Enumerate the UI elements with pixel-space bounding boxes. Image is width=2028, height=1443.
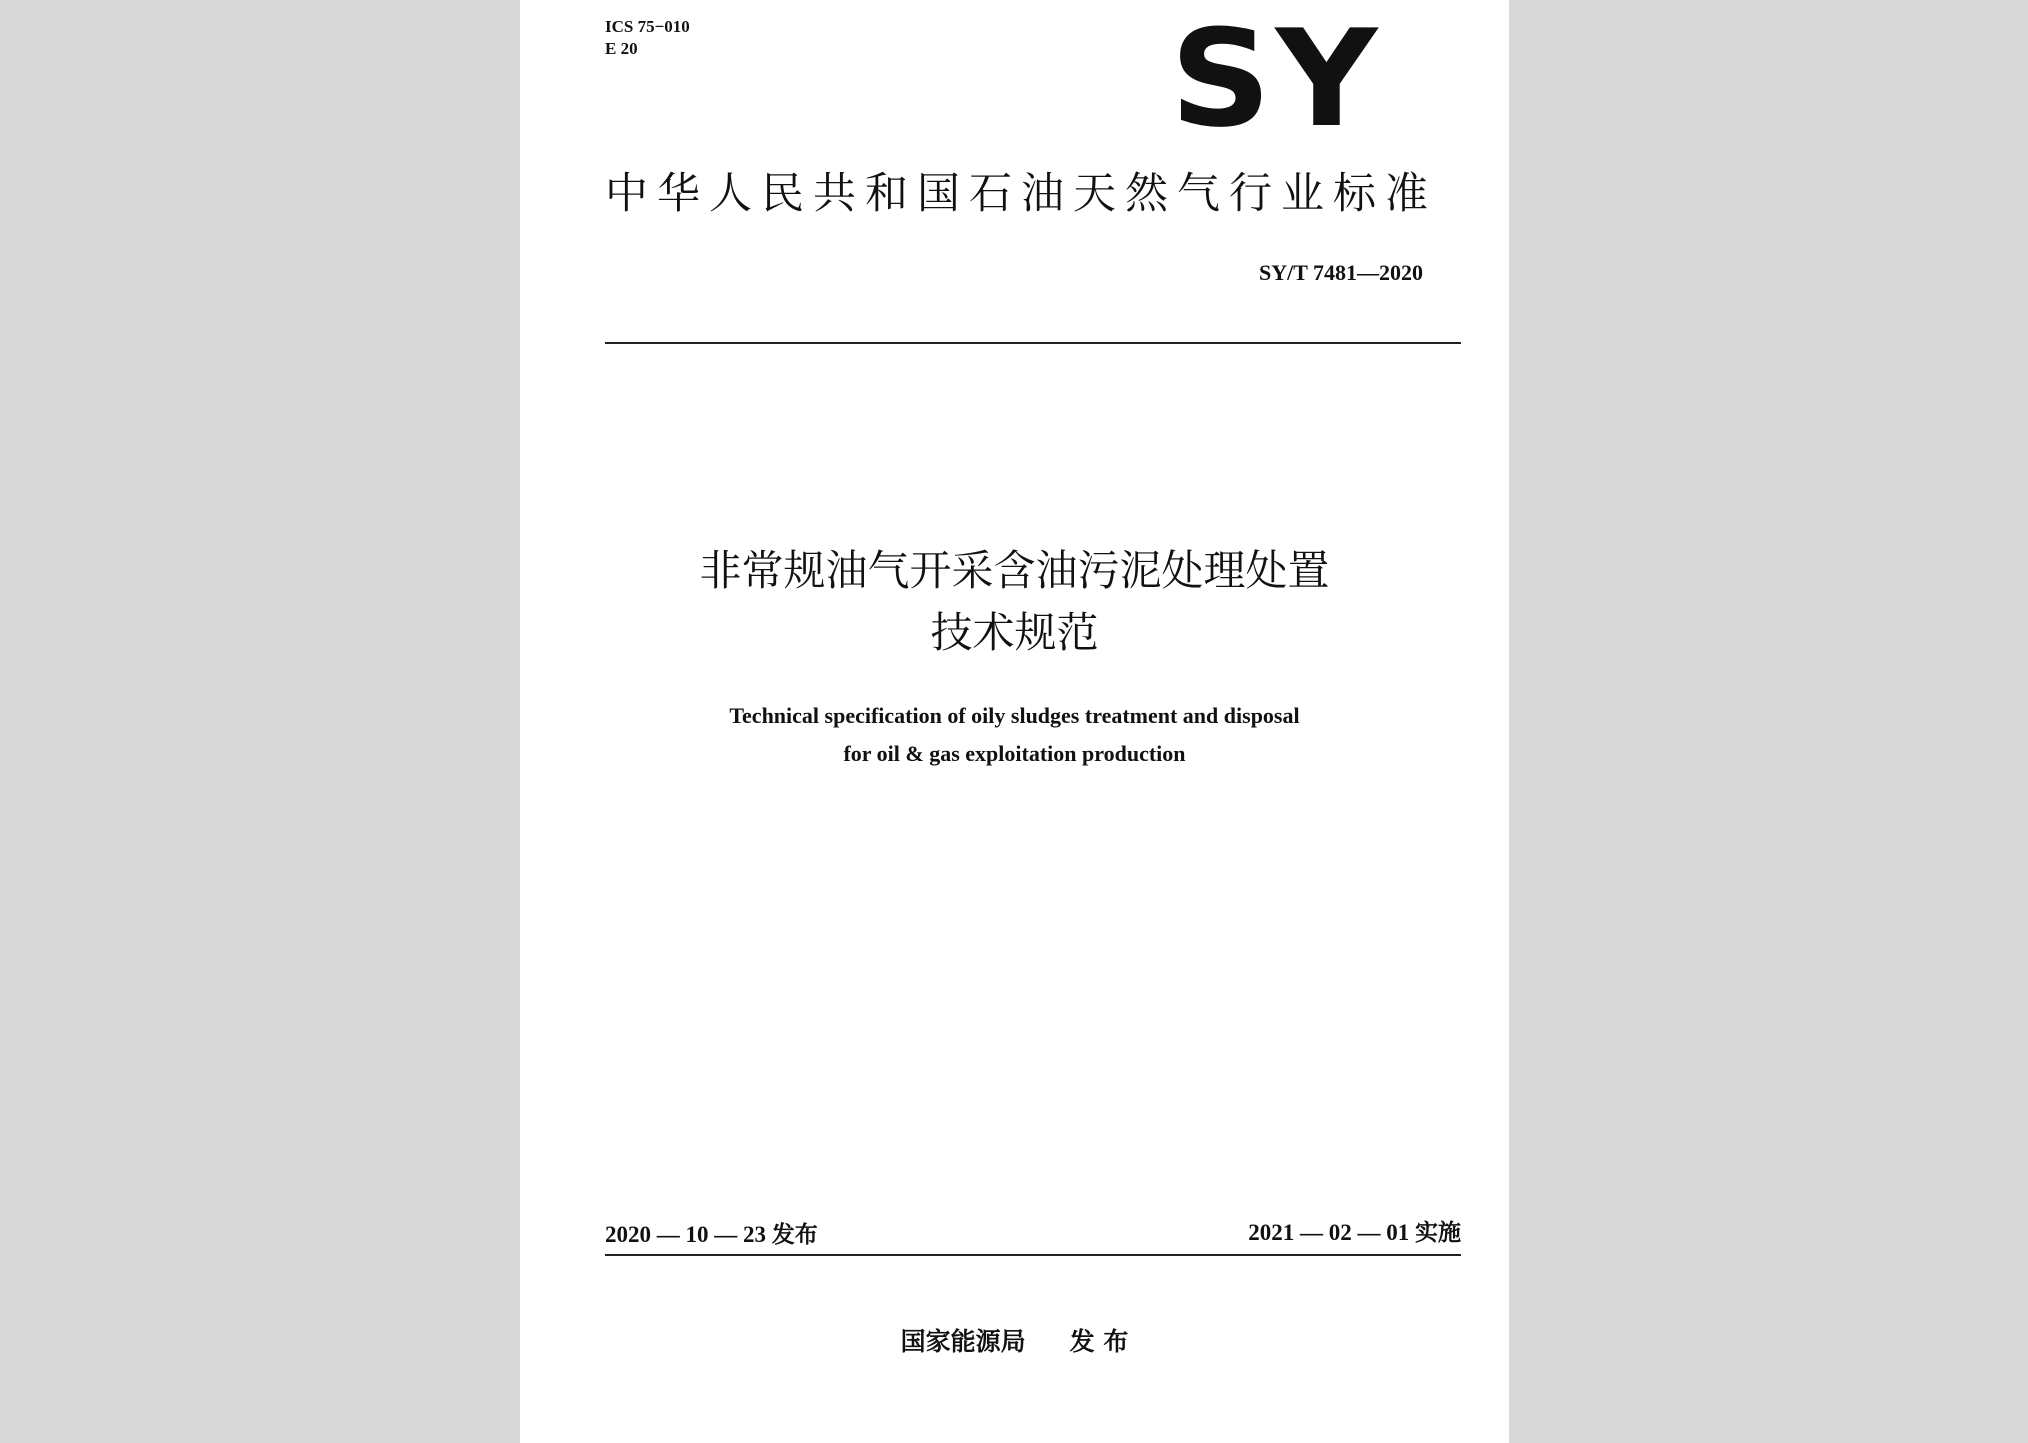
english-title-line-1: Technical specification of oily sludges treatment and disposal [729,703,1300,728]
standard-code: SY/T 7481—2020 [1258,260,1423,285]
english-title [520,697,1509,773]
document-page [520,0,1509,1443]
header-divider [605,342,1461,344]
issuer-action: 发 布 [1069,1327,1129,1356]
implementation-date: 2021 — 02 — 01 实施 [1248,1220,1461,1245]
issuing-organization: 国家能源局 [900,1327,1026,1356]
classification-codes [605,16,690,60]
issue-date: 2020 — 10 — 23 发布 [605,1222,818,1247]
footer-divider [605,1254,1461,1256]
ics-code: ICS 75−010 [605,17,690,36]
english-title-line-2: for oil & gas exploitation production [843,741,1186,766]
issuer-line [520,1324,1509,1360]
chinese-title [520,540,1509,664]
chinese-title-line-1: 非常规油气开采含油污泥处理处置 [699,546,1330,595]
sy-logo: SY [1170,1,1382,157]
industry-standard-title: 中华人民共和国石油天然气行业标准 [605,169,1437,219]
chinese-title-line-2: 技术规范 [930,608,1099,657]
ccs-code: E 20 [605,39,638,58]
